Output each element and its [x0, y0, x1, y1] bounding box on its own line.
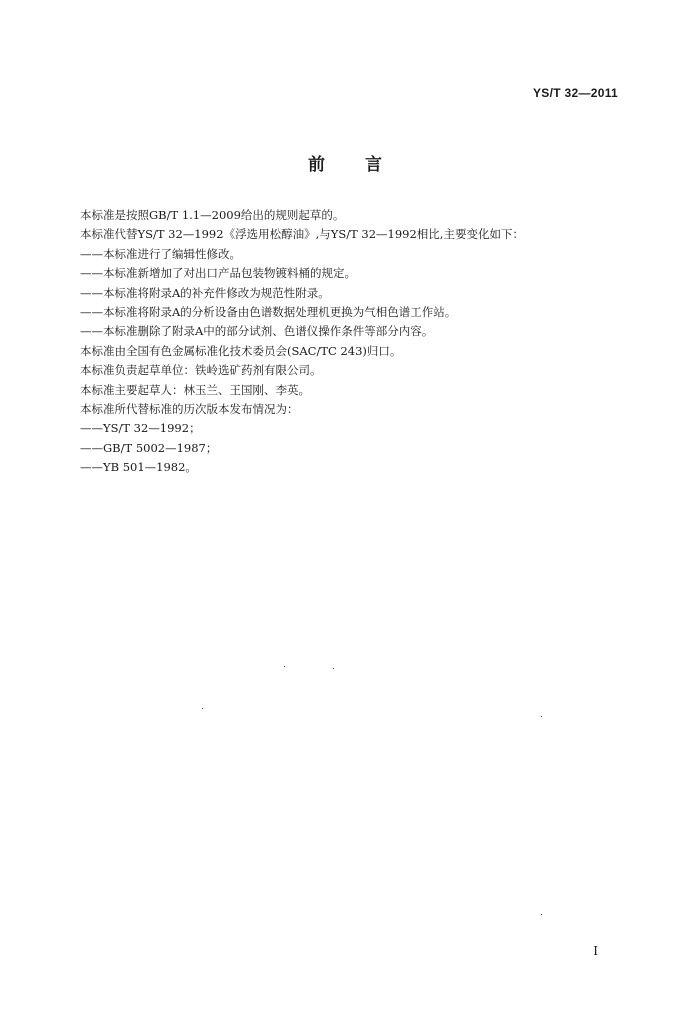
list-item: ——本标准将附录A的分析设备由色谱数据处理机更换为气相色谱工作站。: [80, 305, 457, 320]
list-item: ——本标准新增加了对出口产品包装物镀料桶的规定。: [80, 266, 356, 281]
list-item: ——本标准删除了附录A中的部分试剂、色谱仪操作条件等部分内容。: [80, 324, 434, 339]
paragraph: 本标准所代替标准的历次版本发布情况为：: [80, 402, 299, 417]
page-title: 前言: [308, 155, 422, 175]
scan-speck: [541, 716, 542, 717]
list-item: ——本标准进行了编辑性修改。: [80, 246, 241, 261]
scan-speck: [202, 708, 203, 709]
paragraph: 本标准代替YS/T 32—1992《浮选用松醇油》,与YS/T 32—1992相比,主要变化如下：: [80, 227, 524, 242]
scan-speck: [284, 666, 285, 667]
paragraph: 本标准负责起草单位：铁岭选矿药剂有限公司。: [80, 363, 322, 378]
scan-speck: [541, 914, 542, 915]
list-item: ——YS/T 32—1992；: [80, 421, 201, 436]
list-item: ——GB/T 5002—1987；: [80, 440, 218, 455]
scan-speck: [333, 668, 334, 669]
list-item: ——本标准将附录A的补充件修改为规范性附录。: [80, 285, 330, 300]
paragraph: 本标准是按照GB/T 1.1—2009给出的规则起草的。: [80, 208, 345, 222]
list-item: ——YB 501—1982。: [80, 460, 197, 475]
document-body: [80, 206, 620, 478]
paragraph: 本标准主要起草人：林玉兰、王国刚、李英。: [80, 382, 310, 397]
paragraph: 本标准由全国有色金属标准化技术委员会(SAC/TC 243)归口。: [80, 343, 402, 358]
standard-number: YS/T 32—2011: [533, 86, 618, 100]
page-number: I: [593, 944, 598, 958]
